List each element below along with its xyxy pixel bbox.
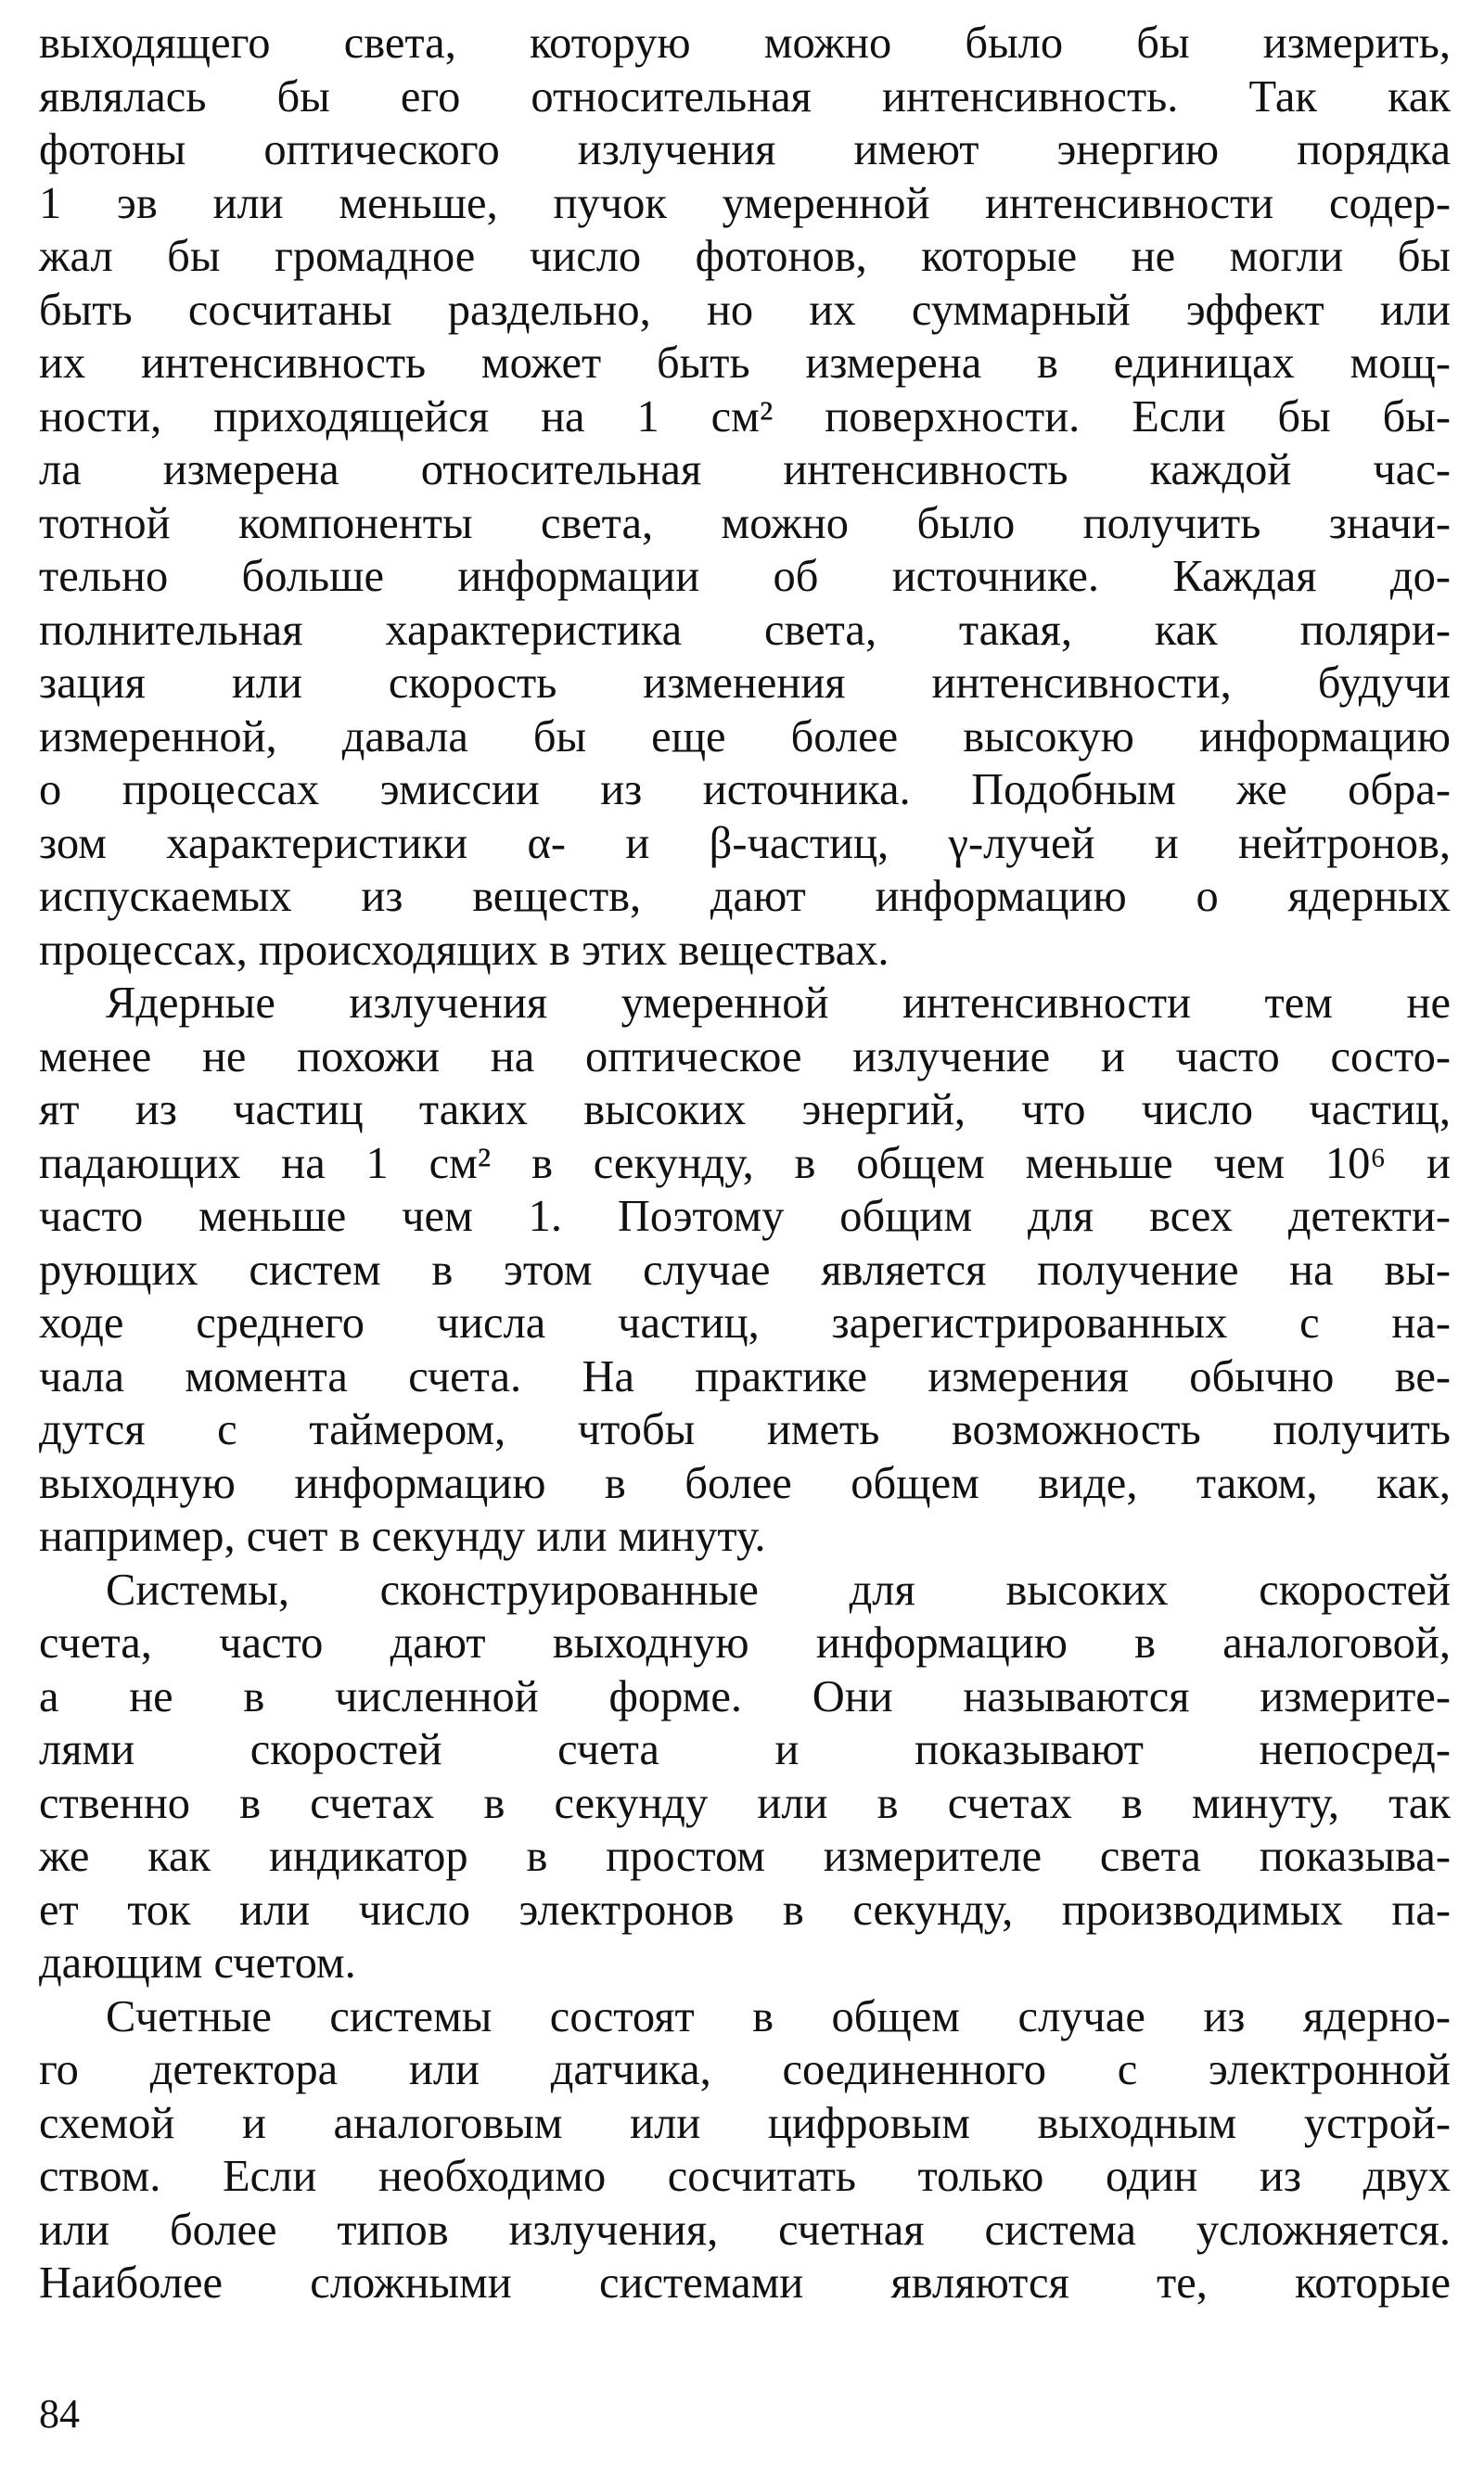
text-line: счета, часто дают выходную информацию в аналоговой, (39, 1618, 1451, 1668)
text-line: 1 эв или меньше, пучок умеренной интенсивности содер- (39, 178, 1451, 228)
text-line: выходную информацию в более общем виде, таком, как, (39, 1458, 1451, 1508)
text-line: часто меньше чем 1. Поэтому общим для всех детекти- (39, 1192, 1451, 1241)
paragraph-4 (39, 1990, 1451, 2310)
text-line: испускаемых из веществ, дают информацию о ядерных (39, 872, 1451, 921)
page-number: 84 (39, 2391, 80, 2437)
text-line: например, счет в секунду или минуту. (39, 1512, 766, 1561)
text-line: схемой и аналоговым или цифровым выходным устрой- (39, 2098, 1451, 2148)
text-line: Счетные системы состоят в общем случае из ядерно- (106, 1991, 1451, 2041)
text-line: а не в численной форме. Они называются измерите- (39, 1671, 1451, 1721)
text-line: Ядерные излучения умеренной интенсивности тем не (106, 979, 1451, 1028)
text-line: зация или скорость изменения интенсивности, будучи (39, 659, 1451, 708)
text-line: зом характеристики α- и β-частиц, γ-лучей и нейтронов, (39, 818, 1451, 868)
text-line: ности, приходящейся на 1 см² поверхности. Если бы бы- (39, 391, 1451, 441)
text-line: ством. Если необходимо сосчитать только один из двух (39, 2152, 1451, 2201)
text-line: ходе среднего числа частиц, зарегистрированных с на- (39, 1298, 1451, 1348)
paragraph-2 (39, 977, 1451, 1564)
text-line: рующих систем в этом случае является получение на вы- (39, 1245, 1451, 1295)
text-line: жал бы громадное число фотонов, которые не могли бы (39, 232, 1451, 281)
text-line: или более типов излучения, счетная система усложняется. (39, 2205, 1451, 2255)
text-line: их интенсивность может быть измерена в единицах мощ- (39, 339, 1451, 388)
book-page (39, 17, 1451, 2447)
text-line: тотной компоненты света, можно было получить значи- (39, 498, 1451, 548)
text-line: Наиболее сложными системами являются те, которые (39, 2258, 1451, 2308)
text-line: о процессах эмиссии из источника. Подобным же обра- (39, 765, 1451, 814)
text-line: же как индикатор в простом измерителе света показыва- (39, 1832, 1451, 1881)
text-line: го детектора или датчика, соединенного с электронной (39, 2045, 1451, 2094)
text-line: тельно больше информации об источнике. Каждая до- (39, 552, 1451, 601)
text-line: ственно в счетах в секунду или в счетах в минуту, так (39, 1778, 1451, 1828)
paragraph-1 (39, 17, 1451, 977)
text-line: менее не похожи на оптическое излучение и часто состо- (39, 1031, 1451, 1081)
text-line: ят из частиц таких высоких энергий, что число частиц, (39, 1085, 1451, 1134)
text-line: процессах, происходящих в этих веществах. (39, 925, 889, 975)
text-line: падающих на 1 см² в секунду, в общем меньше чем 10⁶ и (39, 1138, 1451, 1188)
text-line: чала момента счета. На практике измерения обычно ве- (39, 1351, 1451, 1401)
text-line: полнительная характеристика света, такая, как поляри- (39, 605, 1451, 655)
text-line: фотоны оптического излучения имеют энергию порядка (39, 125, 1451, 174)
text-line: лями скоростей счета и показывают непосред- (39, 1725, 1451, 1774)
text-line: ла измерена относительная интенсивность каждой час- (39, 445, 1451, 494)
paragraph-3 (39, 1564, 1451, 1990)
text-line: являлась бы его относительная интенсивность. Так как (39, 71, 1451, 122)
text-line: ет ток или число электронов в секунду, производимых па- (39, 1885, 1451, 1935)
text-line: дутся с таймером, чтобы иметь возможность получить (39, 1405, 1451, 1454)
text-line: измеренной, давала бы еще более высокую информацию (39, 711, 1451, 761)
text-line: Системы, сконструированные для высоких скоростей (106, 1565, 1451, 1615)
text-line: дающим счетом. (39, 1938, 356, 1988)
text-line: выходящего света, которую можно было бы измерить, (39, 19, 1451, 68)
text-line: быть сосчитаны раздельно, но их суммарный эффект или (39, 285, 1451, 335)
body-text (39, 17, 1451, 2310)
